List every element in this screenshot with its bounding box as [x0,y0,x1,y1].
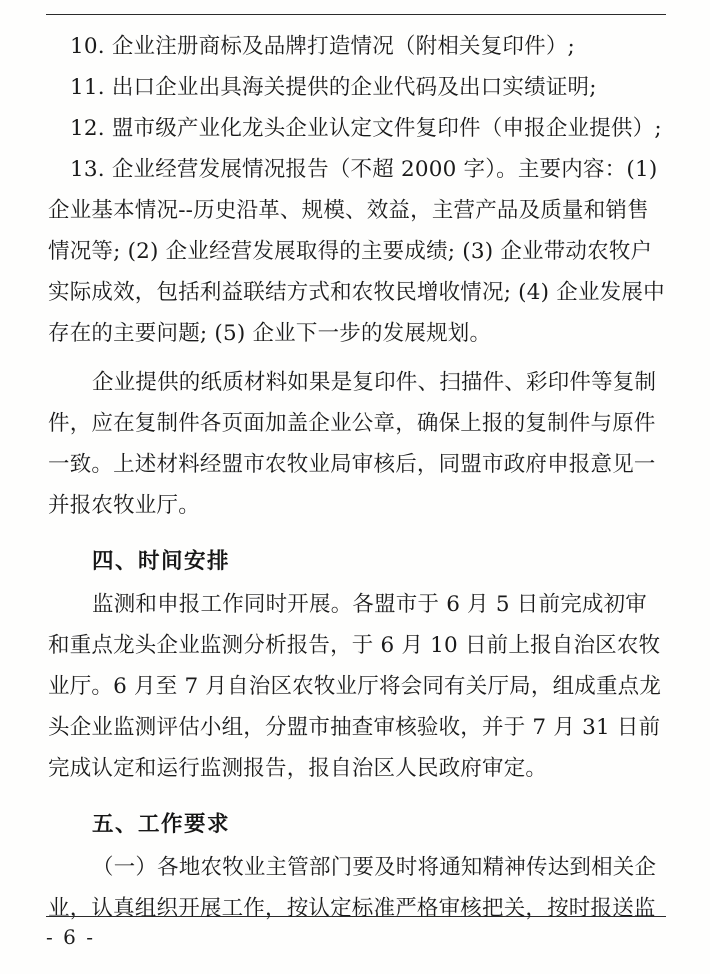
paragraph-line: 头企业监测评估小组，分盟市抽查审核验收，并于 7 月 31 日前 [48,715,661,740]
paragraph-line: 实际成效，包括利益联结方式和农牧民增收情况; (4) 企业发展中 [48,280,665,305]
paragraph-line: 企业提供的纸质材料如果是复印件、扫描件、彩印件等复制 [92,370,657,395]
list-item: 12. 盟市级产业化龙头企业认定文件复印件（申报企业提供）; [70,116,662,141]
paragraph-line: 件，应在复制件各页面加盖企业公章，确保上报的复制件与原件 [48,411,656,436]
header-rule [46,14,666,15]
section-heading-4: 四、时间安排 [92,549,231,574]
document-body [48,26,666,929]
list-item: 13. 企业经营发展情况报告（不超 2000 字）。主要内容：(1) [70,157,658,182]
section-spacer [48,526,666,540]
section-heading-5: 五、工作要求 [92,812,231,837]
paragraph-line: 存在的主要问题; (5) 企业下一步的发展规划。 [48,321,492,346]
paragraph-spacer [48,354,666,362]
paragraph-line: 业，认真组织开展工作，按认定标准严格审核把关，按时报送监 [48,896,656,921]
page-number: - 6 - [46,925,95,949]
section-spacer [48,789,666,803]
paragraph-line: 并报农牧业厅。 [48,493,200,518]
paragraph-line: 监测和申报工作同时开展。各盟市于 6 月 5 日前完成初审 [92,592,647,617]
paragraph-line: 一致。上述材料经盟市农牧业局审核后，同盟市政府申报意见一 [48,452,656,477]
paragraph-line: 完成认定和运行监测报告，报自治区人民政府审定。 [48,756,548,781]
list-item: 10. 企业注册商标及品牌打造情况（附相关复印件）; [70,34,575,59]
paragraph-line: 情况等; (2) 企业经营发展取得的主要成绩; (3) 企业带动农牧户 [48,239,653,264]
paragraph-line: （一）各地农牧业主管部门要及时将通知精神传达到相关企 [92,855,657,880]
paragraph-line: 企业基本情况--历史沿革、规模、效益，主营产品及质量和销售 [48,198,649,223]
paragraph-line: 和重点龙头企业监测分析报告，于 6 月 10 日前上报自治区农牧 [48,633,661,658]
paragraph-line: 业厅。6 月至 7 月自治区农牧业厅将会同有关厅局，组成重点龙 [48,674,662,699]
footer-rule [46,916,666,917]
list-item: 11. 出口企业出具海关提供的企业代码及出口实绩证明; [70,75,597,100]
